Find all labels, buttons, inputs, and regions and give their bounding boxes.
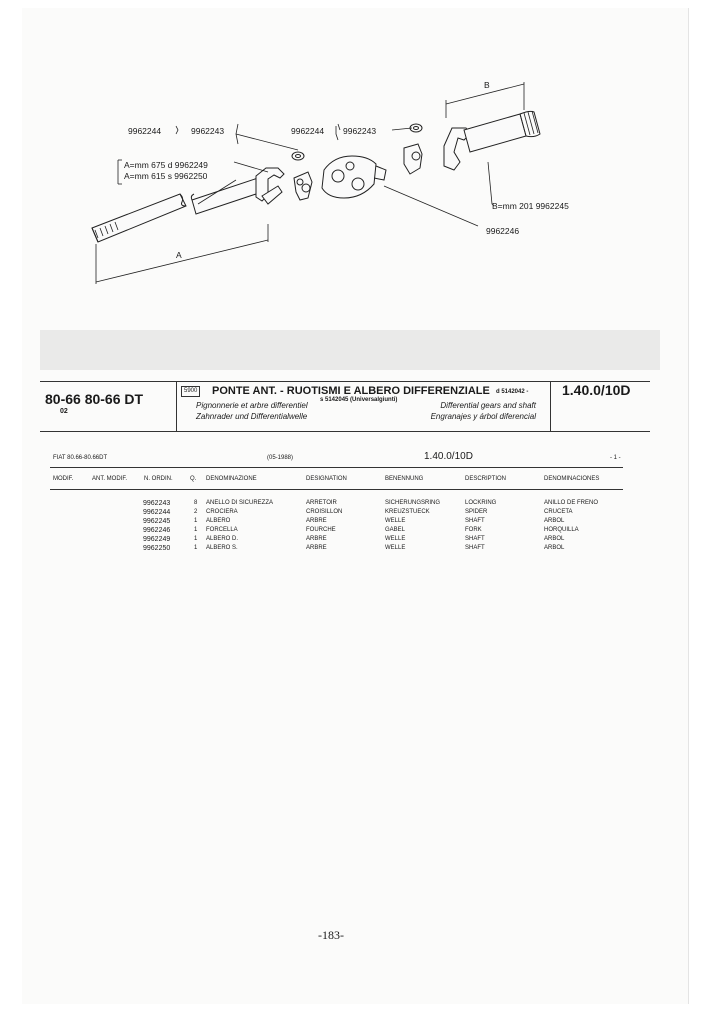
- dimension-b-label: B: [484, 80, 490, 90]
- meta-rule: [50, 467, 623, 468]
- subtitle-es: Engranajes y árbol diferencial: [430, 412, 536, 421]
- table-row: [0, 508, 710, 517]
- reference-number: 1.40.0/10D: [562, 382, 631, 398]
- col-header-qty: Q.: [190, 476, 197, 482]
- page-number: -183-: [318, 928, 344, 942]
- name-es: ARBOL: [544, 518, 565, 524]
- callout-9962243-left: 9962243: [191, 126, 225, 136]
- callout-9962244-left: 9962244: [128, 126, 162, 136]
- name-es: ARBOL: [544, 536, 565, 542]
- universal-note: s 5142045 (Universalgiunti): [320, 397, 398, 403]
- callout-b201: B=mm 201 9962245: [492, 201, 569, 211]
- part-number: 9962244: [143, 509, 171, 516]
- col-header-denominazione: DENOMINAZIONE: [206, 476, 257, 482]
- quantity: 1: [194, 545, 198, 551]
- part-number: 9962243: [143, 500, 171, 507]
- section-title: PONTE ANT. - RUOTISMI E ALBERO DIFFERENZIALE: [212, 385, 490, 397]
- name-it: FORCELLA: [206, 527, 238, 533]
- name-en: FORK: [465, 527, 482, 533]
- name-en: SHAFT: [465, 545, 485, 551]
- quantity: 1: [194, 527, 198, 533]
- col-header-description: DESCRIPTION: [465, 476, 507, 482]
- quantity: 8: [194, 500, 198, 506]
- name-en: LOCKRING: [465, 500, 497, 506]
- name-en: SPIDER: [465, 509, 488, 515]
- table-row: [0, 526, 710, 535]
- code-tag: d 5142042 -: [496, 389, 529, 395]
- name-de: WELLE: [385, 545, 406, 551]
- quantity: 1: [194, 518, 198, 524]
- name-en: SHAFT: [465, 536, 485, 542]
- header-divider-left: [176, 381, 177, 431]
- name-de: WELLE: [385, 536, 406, 542]
- callout-9962244-mid: 9962244: [291, 126, 325, 136]
- quantity: 2: [194, 509, 198, 515]
- name-en: SHAFT: [465, 518, 485, 524]
- callout-a615: A=mm 615 s 9962250: [124, 171, 208, 181]
- col-header-benennung: BENENNUNG: [385, 476, 424, 482]
- name-it: ALBERO S.: [206, 545, 238, 551]
- name-it: ALBERO: [206, 518, 231, 524]
- name-fr: CROISILLON: [306, 509, 343, 515]
- name-it: ANELLO DI SICUREZZA: [206, 500, 274, 506]
- name-es: HORQUILLA: [544, 527, 579, 533]
- part-number: 9962250: [143, 545, 171, 552]
- table-row: [0, 499, 710, 508]
- part-number: 9962246: [143, 527, 171, 534]
- header-divider-right: [550, 381, 551, 431]
- name-fr: ARRETOIR: [306, 500, 337, 506]
- part-number: 9962249: [143, 536, 171, 543]
- meta-date: (05-1988): [267, 455, 294, 461]
- table-row: [0, 517, 710, 526]
- header-rule-top: [40, 381, 650, 382]
- model-sub: 02: [60, 408, 68, 415]
- dimension-a-label: A: [176, 250, 182, 260]
- callout-9962243-mid: 9962243: [343, 126, 377, 136]
- name-de: SICHERUNGSRING: [385, 500, 441, 506]
- table-row: [0, 535, 710, 544]
- column-header-rule: [50, 489, 623, 490]
- name-es: ARBOL: [544, 545, 565, 551]
- col-header-designation: DESIGNATION: [306, 476, 347, 482]
- col-header-modif: MODIF.: [53, 476, 74, 482]
- name-it: ALBERO D.: [206, 536, 239, 542]
- header-rule-bottom: [40, 431, 650, 432]
- meta-page: - 1 -: [610, 455, 621, 461]
- callout-9962246: 9962246: [486, 226, 520, 236]
- table-row: [0, 544, 710, 553]
- meta-reference: 1.40.0/10D: [424, 451, 473, 462]
- col-header-n-ordin: N. ORDIN.: [144, 476, 173, 482]
- name-fr: ARBRE: [306, 536, 327, 542]
- name-es: ANILLO DE FRENO: [544, 500, 599, 506]
- name-fr: FOURCHE: [306, 527, 336, 533]
- name-fr: ARBRE: [306, 545, 327, 551]
- name-de: GABEL: [385, 527, 406, 533]
- quantity: 1: [194, 536, 198, 542]
- subtitle-en: Differential gears and shaft: [440, 401, 536, 410]
- subtitle-de: Zahnrader und Differentialwelle: [196, 412, 308, 421]
- meta-model: FIAT 80.66-80.66DT: [53, 455, 108, 461]
- subtitle-fr: Pignonnerie et arbre differentiel: [196, 401, 308, 410]
- name-de: WELLE: [385, 518, 406, 524]
- col-header-denominaciones: DENOMINACIONES: [544, 476, 600, 482]
- col-header-ant-modif: ANT. MODIF.: [92, 476, 128, 482]
- callout-a675: A=mm 675 d 9962249: [124, 160, 208, 170]
- name-de: KREUZSTUECK: [385, 509, 430, 515]
- name-fr: ARBRE: [306, 518, 327, 524]
- stamp-box: 5900: [181, 386, 200, 397]
- exploded-diagram: [0, 0, 710, 300]
- model-name: 80-66 80-66 DT: [45, 391, 144, 407]
- name-it: CROCIERA: [206, 509, 238, 515]
- name-es: CRUCETA: [544, 509, 573, 515]
- part-number: 9962245: [143, 518, 171, 525]
